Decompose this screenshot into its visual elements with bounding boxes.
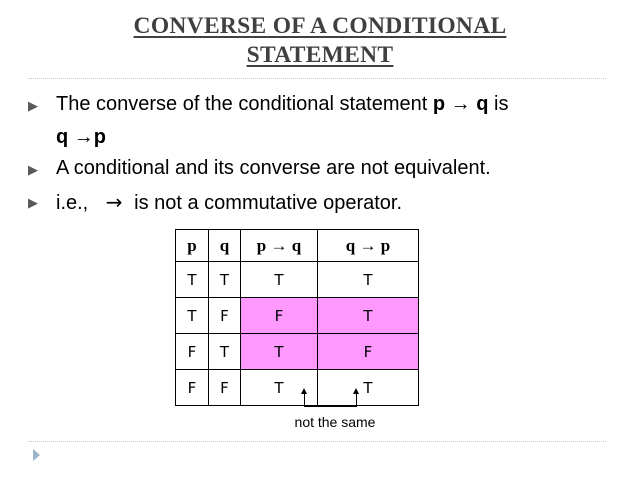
truth-table	[175, 229, 419, 406]
table-cell: T	[241, 370, 318, 406]
arrow-icon: →	[105, 190, 123, 214]
bullet-1-formula: p → q	[432, 93, 489, 115]
table-row	[176, 370, 419, 406]
top-divider	[28, 78, 606, 79]
table-cell: T	[209, 262, 241, 298]
table-cell-highlighted: F	[241, 298, 318, 334]
header-p: p	[176, 230, 209, 262]
table-row	[176, 262, 419, 298]
bullet-1-converse-formula: q →p	[56, 126, 106, 148]
table-cell-highlighted: F	[318, 334, 419, 370]
bullet-1-line-1	[56, 93, 508, 116]
table-cell: T	[241, 262, 318, 298]
bullet-3-text: i.e.,	[56, 192, 94, 214]
table-cell: F	[209, 298, 241, 334]
bullet-1-line-2	[56, 126, 106, 149]
bullet-triangle-icon: ▶	[28, 98, 38, 113]
table-cell: T	[209, 334, 241, 370]
table-cell-highlighted: T	[318, 298, 419, 334]
pointer-connector	[304, 406, 357, 407]
bullet-1-text-end: is	[488, 93, 509, 115]
slide-title-line2: STATEMENT	[246, 42, 394, 68]
table-cell: T	[176, 262, 209, 298]
table-header-row	[176, 230, 419, 262]
table-cell: F	[176, 370, 209, 406]
bottom-divider	[28, 441, 606, 442]
pointer-line-right	[356, 393, 357, 407]
bullet-triangle-icon: ▶	[28, 162, 38, 177]
table-cell-highlighted: T	[241, 334, 318, 370]
header-p-implies-q: p → q	[241, 230, 318, 262]
bullet-3-text-end: is not a commutative operator.	[128, 192, 403, 214]
table-cell: T	[318, 262, 419, 298]
header-q: q	[209, 230, 241, 262]
table-cell: T	[176, 298, 209, 334]
table-row	[176, 334, 419, 370]
slide-nav-triangle-icon	[33, 449, 40, 461]
pointer-line-left	[304, 393, 305, 407]
not-the-same-label: not the same	[294, 414, 376, 430]
table-row	[176, 298, 419, 334]
slide-title	[90, 12, 550, 70]
table-cell: T	[318, 370, 419, 406]
bullet-3	[56, 190, 402, 215]
bullet-triangle-icon: ▶	[28, 195, 38, 210]
bullet-2: A conditional and its converse are not equivalent.	[56, 157, 491, 179]
slide-title-line1: CONVERSE OF A CONDITIONAL	[133, 13, 507, 39]
bullet-1-text: The converse of the conditional statement	[56, 93, 433, 115]
header-q-implies-p: q → p	[318, 230, 419, 262]
table-cell: F	[209, 370, 241, 406]
table-cell: F	[176, 334, 209, 370]
